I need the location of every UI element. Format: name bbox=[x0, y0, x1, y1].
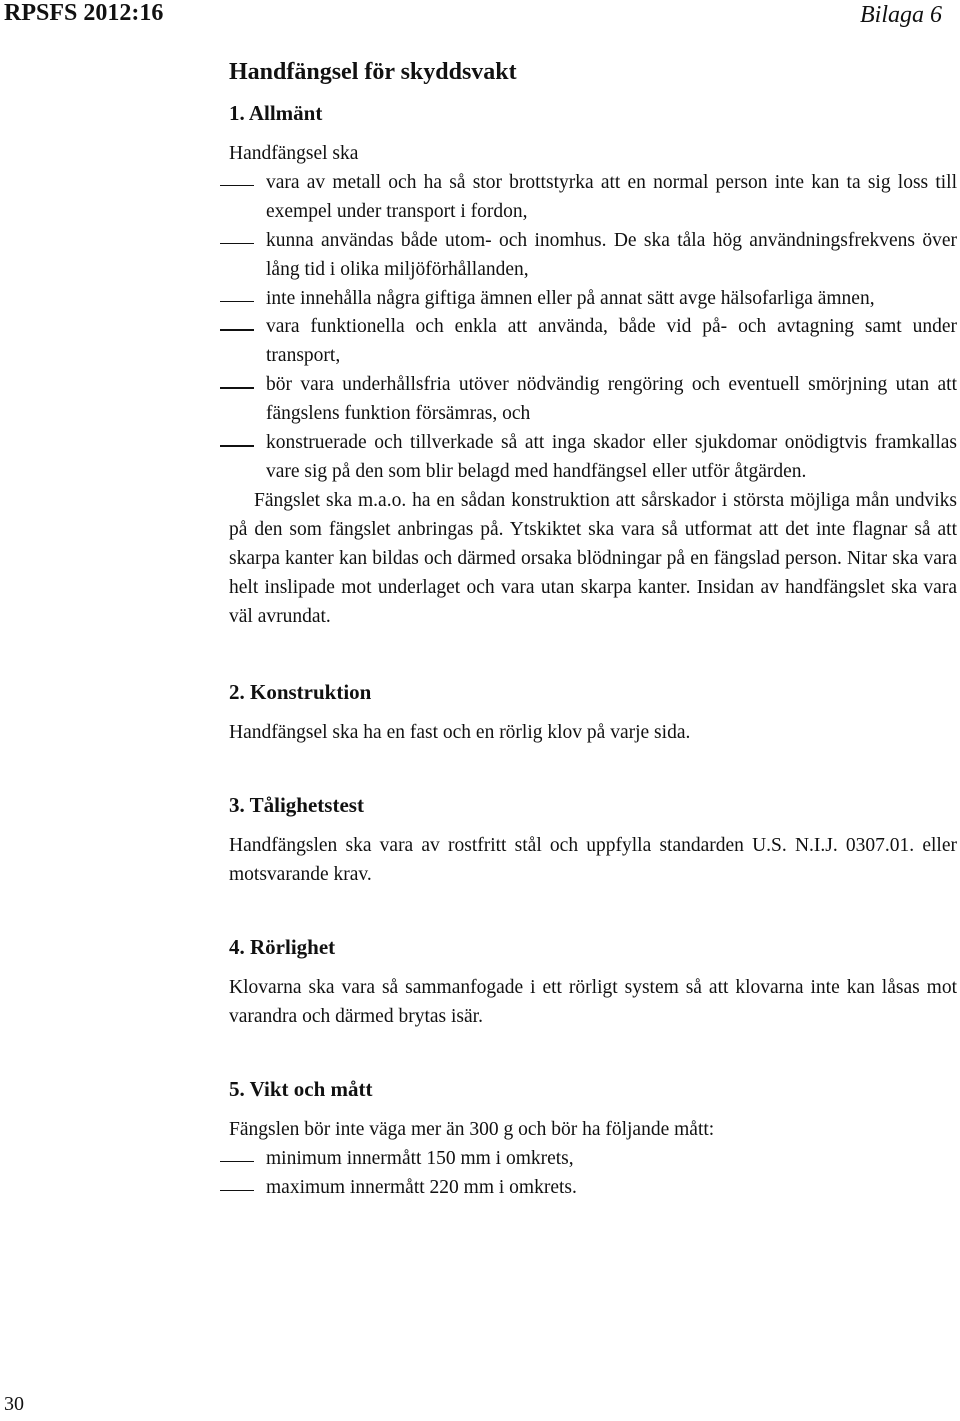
list-item: vara av metall och ha så stor brottstyrka att en normal person inte kan ta sig loss till exempel under transport i fordon, bbox=[229, 169, 957, 227]
list-item: konstruerade och tillverkade så att inga skador eller sjukdomar onödigtvis framkallas vare sig på den som blir belagd med handfängsel eller utför åtgärden. bbox=[229, 429, 957, 487]
measurements-list bbox=[229, 1145, 957, 1203]
section-heading-rorlighet: 4. Rörlighet bbox=[229, 935, 336, 960]
section-paragraph: Fängslet ska m.a.o. ha en sådan konstruktion att sårskador i största möjliga mån undviks på den som fängslet anbringas på. Ytskiktet ska vara så utformat att det inte flagnar så att skarpa kanter kan bildas och därmed orsaka blödningar på en fängslad person. Nitar ska vara helt inslipade mot underlaget och vara utan skarpa kanter. Insidan av handfängslet ska vara väl avrundat. bbox=[229, 489, 957, 627]
list-item: bör vara underhållsfria utöver nödvändig rengöring och eventuell smörjning utan att fängslens funktion försämras, och bbox=[229, 371, 957, 429]
section-paragraph: Handfängslen ska vara av rostfritt stål och uppfylla standarden U.S. N.I.J. 0307.01. eller motsvarande krav. bbox=[229, 835, 957, 886]
section-heading-vikt-och-matt: 5. Vikt och mått bbox=[229, 1076, 373, 1101]
section-paragraph: Handfängsel ska ha en fast och en rörlig klov på varje sida. bbox=[229, 722, 691, 744]
document-body bbox=[229, 56, 957, 1203]
section-intro: Fängslen bör inte väga mer än 300 g och bör ha följande mått: bbox=[229, 1118, 715, 1140]
list-item: minimum innermått 150 mm i omkrets, bbox=[229, 1145, 957, 1174]
list-item: kunna användas både utom- och inomhus. De ska tåla hög användningsfrekvens över lång tid i olika miljöförhållanden, bbox=[229, 227, 957, 285]
section-paragraph: Klovarna ska vara så sammanfogade i ett rörligt system så att klovarna inte kan låsas mot varandra och därmed brytas isär. bbox=[229, 977, 957, 1028]
document-title: Handfängsel för skyddsvakt bbox=[229, 59, 517, 85]
section-heading-allmant: 1. Allmänt bbox=[229, 101, 323, 125]
list-item: inte innehålla några giftiga ämnen eller på annat sätt avge hälsofarliga ämnen, bbox=[229, 285, 957, 314]
list-item: maximum innermått 220 mm i omkrets. bbox=[229, 1174, 957, 1203]
section-intro: Handfängsel ska bbox=[229, 143, 359, 164]
list-item: vara funktionella och enkla att använda, både vid på- och avtagning samt under transport, bbox=[229, 313, 957, 371]
appendix-label: Bilaga 6 bbox=[860, 2, 942, 28]
page-number: 30 bbox=[4, 1393, 24, 1415]
requirements-list bbox=[229, 169, 957, 487]
document-reference: RPSFS 2012:16 bbox=[4, 0, 164, 26]
section-heading-tålighetstest: 3. Tålighetstest bbox=[229, 793, 364, 818]
section-heading-konstruktion: 2. Konstruktion bbox=[229, 680, 372, 705]
